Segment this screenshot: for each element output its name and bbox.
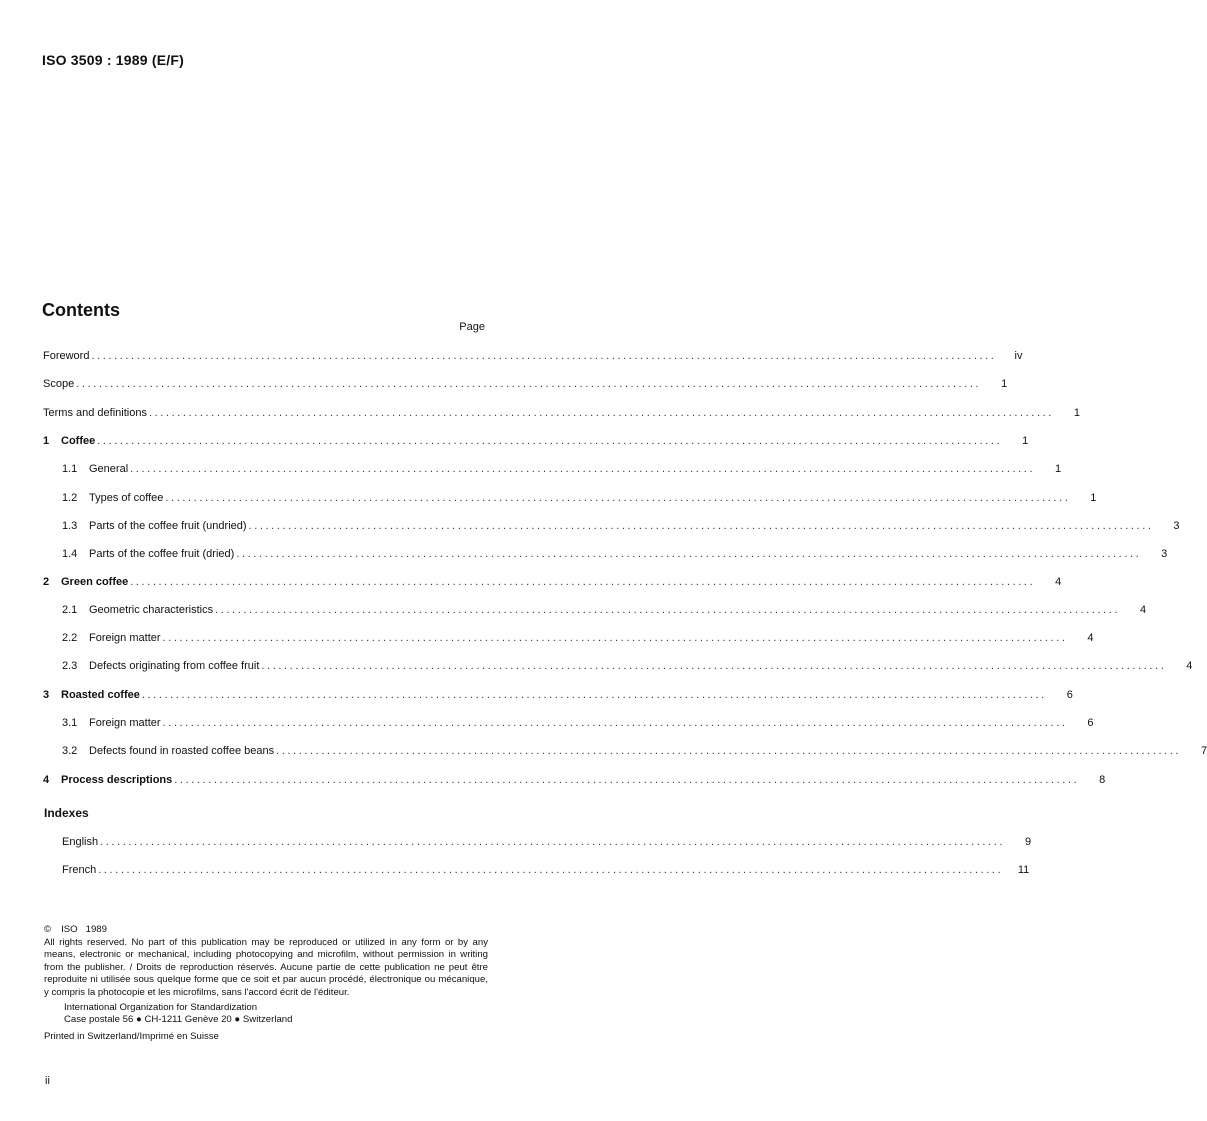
toc-entry-title: Types of coffee: [89, 492, 164, 504]
toc-entry-number: 1.2: [62, 492, 78, 504]
toc-entry-page: 4: [1139, 604, 1147, 616]
toc-entry-number: 3.2: [62, 745, 78, 757]
copyright-symbol: ©: [44, 924, 52, 935]
toc-entry-page: 4: [1087, 632, 1094, 644]
toc-leader-dots: ................................................................................................................................................................: [165, 492, 1071, 504]
toc-entry-page: 1: [1055, 463, 1062, 475]
toc-leader-dots: ................................................................................................................................................................: [215, 604, 1121, 616]
toc-entry: [62, 546, 1168, 562]
toc-entry-title: General: [89, 463, 129, 475]
toc-entry-page: 8: [1099, 774, 1106, 786]
copyright-year: 1989: [85, 924, 107, 935]
toc-leader-dots: ................................................................................................................................................................: [162, 717, 1068, 729]
toc-entry-title: Parts of the coffee fruit (dried): [89, 548, 235, 560]
toc-entry: [43, 348, 1023, 364]
toc-leader-dots: ................................................................................................................................................................: [98, 864, 1004, 876]
toc-entry: [43, 376, 1008, 392]
toc-entry-title: French: [62, 864, 97, 876]
toc-entry-page: 4: [1186, 660, 1193, 672]
toc-entry: [62, 834, 1032, 850]
toc-entry-page: 6: [1066, 689, 1073, 701]
toc-entry-title: Foreign matter: [89, 717, 161, 729]
toc-entry: [62, 602, 1147, 618]
toc-entry: [43, 687, 1073, 703]
toc-entry-title: Roasted coffee: [61, 689, 140, 701]
toc-entry-page: 3: [1161, 548, 1168, 560]
toc-entry-page: 9: [1024, 836, 1032, 848]
toc-leader-dots: ................................................................................................................................................................: [148, 407, 1054, 419]
toc-entry-title: English: [62, 836, 99, 848]
toc-entry-title: Foreword: [43, 350, 90, 362]
toc-entry-number: 3: [43, 689, 50, 701]
toc-entry-page: 1: [1022, 435, 1029, 447]
toc-entry-title: Defects found in roasted coffee beans: [89, 745, 275, 757]
toc-leader-dots: ................................................................................................................................................................: [100, 836, 1006, 848]
copyright-block: [44, 924, 488, 1043]
toc-entry-number: 2.1: [62, 604, 78, 616]
toc-entry-title: Parts of the coffee fruit (undried): [89, 520, 247, 532]
toc-entry: [62, 743, 1207, 759]
toc-entry-page: 1: [1001, 378, 1008, 390]
toc-leader-dots: ................................................................................................................................................................: [174, 774, 1080, 786]
toc-entry-title: Scope: [43, 378, 75, 390]
toc-entry: [43, 433, 1029, 449]
toc-entry-page: 6: [1087, 717, 1094, 729]
page-column-label: Page: [459, 321, 485, 333]
toc-entry-title: Foreign matter: [89, 632, 161, 644]
toc-entry-title: Process descriptions: [61, 774, 173, 786]
toc-entry-number: 2.2: [62, 632, 78, 644]
organization-name: International Organization for Standardization: [64, 1001, 258, 1013]
toc-leader-dots: ................................................................................................................................................................: [130, 463, 1036, 475]
organization-address: Case postale 56 ● CH-1211 Genève 20 ● Switzerland: [64, 1014, 293, 1026]
toc-leader-dots: ................................................................................................................................................................: [276, 745, 1182, 757]
toc-entry-title: Geometric characteristics: [89, 604, 214, 616]
toc-leader-dots: ................................................................................................................................................................: [141, 689, 1047, 701]
toc-leader-dots: ................................................................................................................................................................: [248, 520, 1154, 532]
toc-entry: [43, 772, 1106, 788]
toc-leader-dots: ................................................................................................................................................................: [162, 632, 1068, 644]
toc-entry: [62, 630, 1094, 646]
toc-entry-title: Green coffee: [61, 576, 129, 588]
toc-leader-dots: ................................................................................................................................................................: [236, 548, 1142, 560]
toc-entry-number: 2.3: [62, 660, 78, 672]
toc-entry-title: Coffee: [61, 435, 96, 447]
toc-entry-number: 2: [43, 576, 50, 588]
toc-entry: [62, 658, 1193, 674]
toc-entry: [62, 862, 1030, 878]
toc-entry: [43, 405, 1080, 421]
copyright-holder: ISO: [61, 924, 78, 935]
toc-entry-page: iv: [1014, 350, 1023, 362]
document-id: ISO 3509 : 1989 (E/F): [42, 52, 184, 68]
toc-entry-page: 1: [1090, 492, 1097, 504]
toc-entry-number: 1.4: [62, 548, 78, 560]
toc-entry-title: Terms and definitions: [43, 407, 147, 419]
toc-entry-number: 1: [43, 435, 50, 447]
toc-entry-number: 3.1: [62, 717, 78, 729]
indexes-title: Indexes: [44, 806, 89, 820]
toc-leader-dots: ................................................................................................................................................................: [261, 660, 1167, 672]
toc-entry: [62, 461, 1062, 477]
toc-entry: [62, 490, 1097, 506]
toc-leader-dots: ................................................................................................................................................................: [91, 350, 997, 362]
toc-entry-number: 1.3: [62, 520, 78, 532]
copyright-notice: All rights reserved. No part of this publication may be reproduced or utilized in any form or by any means, electronic or mechanical, including photocopying and microfilm, without permission in writing from the publisher. / Droits de reproduction réservés. Aucune partie de cette publication ne peut être reproduite ni utilisée sous quelque forme que ce soit et par aucun procédé, électronique ou mécanique, y compris la photocopie et les microfilms, sans l'accord écrit de l'éditeur.: [44, 936, 488, 998]
toc-entry: [62, 518, 1180, 534]
toc-entry-page: 11: [1017, 864, 1030, 876]
toc-entry-title: Defects originating from coffee fruit: [89, 660, 260, 672]
toc-entry: [43, 574, 1062, 590]
toc-leader-dots: ................................................................................................................................................................: [130, 576, 1036, 588]
toc-leader-dots: ................................................................................................................................................................: [97, 435, 1003, 447]
toc-entry-page: 3: [1173, 520, 1180, 532]
toc-entry-number: 1.1: [62, 463, 78, 475]
toc-entry-page: 7: [1200, 745, 1207, 757]
contents-title: Contents: [42, 300, 120, 320]
toc-entry-page: 4: [1055, 576, 1062, 588]
page-number: ii: [45, 1075, 50, 1087]
printed-notice: Printed in Switzerland/Imprimé en Suisse: [44, 1030, 219, 1042]
toc-entry-number: 4: [43, 774, 50, 786]
toc-entry: [62, 715, 1094, 731]
toc-leader-dots: ................................................................................................................................................................: [76, 378, 982, 390]
toc-entry-page: 1: [1073, 407, 1080, 419]
